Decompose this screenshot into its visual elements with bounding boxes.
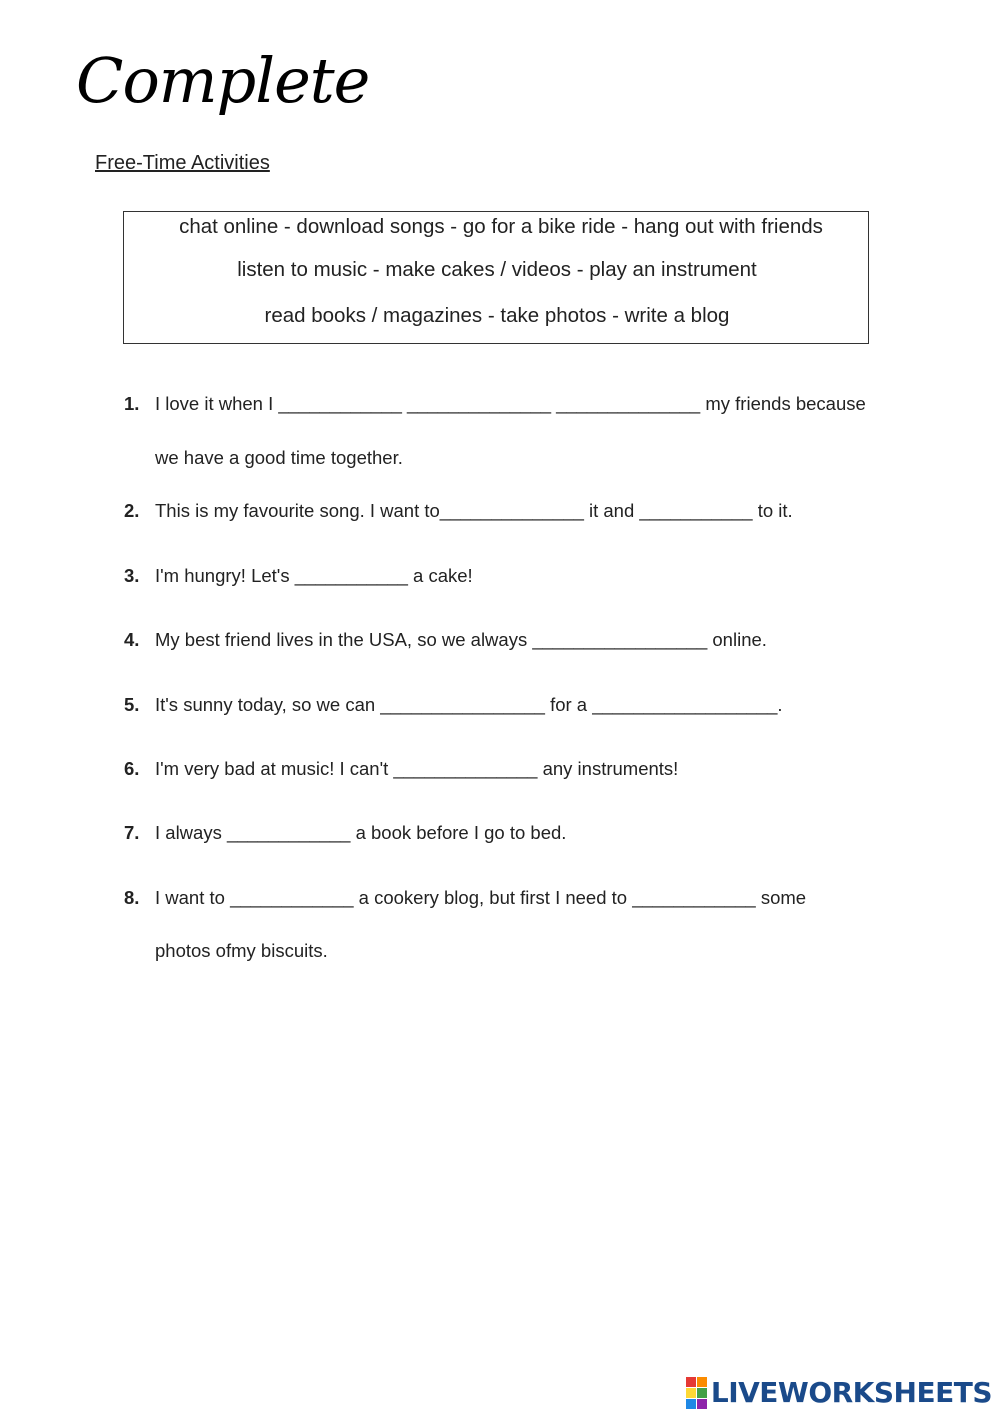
question-2 <box>124 500 793 522</box>
question-8 <box>124 887 806 909</box>
question-5 <box>124 694 783 716</box>
logo-icon <box>686 1377 707 1409</box>
question-text: It's sunny today, so we can ________________ for a __________________. <box>155 694 783 715</box>
word-bank-box <box>123 211 869 344</box>
question-text: I'm very bad at music! I can't ______________ any instruments! <box>155 758 679 779</box>
question-number: 6. <box>124 758 140 779</box>
brand-name: LIVEWORKSHEETS <box>710 1376 992 1409</box>
question-6 <box>124 758 678 780</box>
question-3 <box>124 565 473 587</box>
question-1-continuation: we have a good time together. <box>155 447 403 468</box>
question-7 <box>124 822 566 844</box>
question-number: 8. <box>124 887 140 908</box>
worksheet-subtitle: Free-Time Activities <box>95 152 270 174</box>
question-text: I love it when I ____________ ______________ ______________ my friends because <box>155 393 866 414</box>
question-number: 4. <box>124 629 140 650</box>
question-text: I'm hungry! Let's ___________ a cake! <box>155 565 473 586</box>
word-bank-line: chat online - download songs - go for a bike ride - hang out with friends <box>179 215 823 238</box>
question-number: 1. <box>124 393 140 414</box>
question-text: This is my favourite song. I want to______________ it and ___________ to it. <box>155 500 793 521</box>
question-1 <box>124 393 866 415</box>
worksheet-title: Complete <box>76 44 370 117</box>
question-text: I always ____________ a book before I go to bed. <box>155 822 567 843</box>
word-bank-line: read books / magazines - take photos - write a blog <box>264 304 730 327</box>
word-bank-line: listen to music - make cakes / videos - play an instrument <box>237 258 757 281</box>
question-number: 2. <box>124 500 140 521</box>
question-number: 3. <box>124 565 140 586</box>
question-4 <box>124 629 767 651</box>
question-8-continuation: photos ofmy biscuits. <box>155 940 328 961</box>
liveworksheets-logo <box>686 1376 992 1409</box>
question-number: 7. <box>124 822 140 843</box>
question-text: I want to ____________ a cookery blog, but first I need to ____________ some <box>155 887 807 908</box>
question-text: My best friend lives in the USA, so we always _________________ online. <box>155 629 767 650</box>
question-number: 5. <box>124 694 140 715</box>
